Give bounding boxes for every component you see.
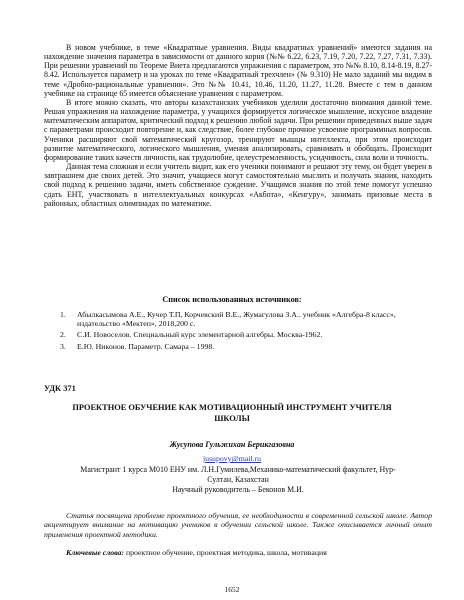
reference-number: 2. xyxy=(60,330,66,340)
reference-text: С.И. Новоселов. Специальный курс элементарной алгебры. Москва-1962. xyxy=(77,330,323,340)
article-title-line2: ШКОЛЫ xyxy=(214,414,250,423)
paragraph-conclusion: В итоге можно сказать, что авторы казахстанских учебников уделили достаточно внимания данной теме. Решая упражнения на нахождение параметра, у учащихся формируется логическое мышление, искусное владение математическим аппаратом, критический подход к решению любой задачи. При решении приведенных выше задач с параметрами происходит повторение и, как следствие, более глубокое прочное усвоение программных вопросов. Ученики расширяют свой математический кругозор, тренируют мышцы интеллекта, при этом происходит развитие математического, логического мышления, умения анализировать, сравнивать и обобщать. Происходит формирование таких качеств личности, как трудолюбие, целеустремленность, усидчивость, сила воли и точность. xyxy=(44,97,432,162)
author-email-link[interactable]: jusupovy@mail.ru xyxy=(202,454,262,463)
reference-text: Абылкасымова А.Е., Кучер Т.П, Корчевский В.Е., Жумагулова З.А.. учебник «Алгебра-8 класс», издательство «Мектеп», 2018,200 с. xyxy=(77,310,396,329)
udk-code: УДК 371 xyxy=(44,384,76,393)
paragraph-teacher: Данная тема сложная и если учитель видит, как его ученики понимают и решают эту тему, он будет уверен в завтрашнем дне своих детей. Это значит, учащиеся могут самостоятельно мыслить и получать знания, находить свой подход к решению задачи, иметь собственное суждение. Учащимся знания по этой теме помогут успешно сдать ЕНТ, участвовать в интеллектуальных конкурсах «Акбота», «Кенгуру», занимать призовые места в районных, областных олимпиадах по математике. xyxy=(44,162,432,208)
reference-item xyxy=(60,330,430,339)
keywords-text: проектное обучение, проектная методика, школа, мотивация xyxy=(124,548,327,557)
references-list xyxy=(60,310,430,353)
paragraph-textbook-tasks: В новом учебнике, в теме «Квадратные уравнения. Виды квадратных уравнений» имеются задания на нахождение значения параметра в зависимости от данного корня (№№ 6.22, 6.23, 7.19, 7.20, 7.22, 7.27, 7.31, 7.33). При решении уравнений по Теореме Виета предлагаются упражнения с параметром, это №№ 8.10, 8.14-8.19, 8.27-8.42. Используется параметр и на уроках по теме «Квадратный трехчлен» (№ 9.310) Не мало заданий мы видим в теме «Дробно-рациональные уравнения». Это №№ 10.41, 10.46, 11.20, 11.27, 11.28. Вместе с тем в данном учебнике на странице 65 имеется объяснение уравнения с параметром. xyxy=(44,43,432,98)
reference-number: 1. xyxy=(60,310,66,319)
affiliation-line1: Магистрант 1 курса М010 ЕНУ им. Л.Н.Гумилева,Механико-математический факультет, Нур- xyxy=(80,465,396,474)
affiliation-line2: Султан, Казахстан xyxy=(207,475,269,484)
reference-item xyxy=(60,342,430,351)
author-affiliation xyxy=(44,465,432,495)
article-abstract: Статья посвящена проблеме проектного обучения, ее необходимости в современной сельской школе. Автор акцентирует внимание на мотивацию учеников в обучении сельской школе. Также описывается личный опыт применения проектной методики. xyxy=(44,511,432,539)
body-text xyxy=(44,43,432,208)
page-number: 1652 xyxy=(224,585,240,594)
references-heading: Список использованных источников: xyxy=(162,295,302,304)
article-title-line1: ПРОЕКТНОЕ ОБУЧЕНИЕ КАК МОТИВАЦИОННЫЙ ИНСТРУМЕНТ УЧИТЕЛЯ xyxy=(72,403,392,412)
reference-text: Е.Ю. Никонов. Параметр. Самара – 1998. xyxy=(77,341,215,351)
supervisor-line: Научный руководитель – Беконов М.И. xyxy=(172,485,304,494)
reference-number: 3. xyxy=(60,341,66,351)
reference-item xyxy=(60,310,430,328)
keywords-label: Ключевые слова: xyxy=(66,548,125,557)
author-name: Жусупова Гульжихан Берикгазовна xyxy=(169,440,295,449)
article-title xyxy=(0,402,464,424)
keywords xyxy=(44,548,432,557)
